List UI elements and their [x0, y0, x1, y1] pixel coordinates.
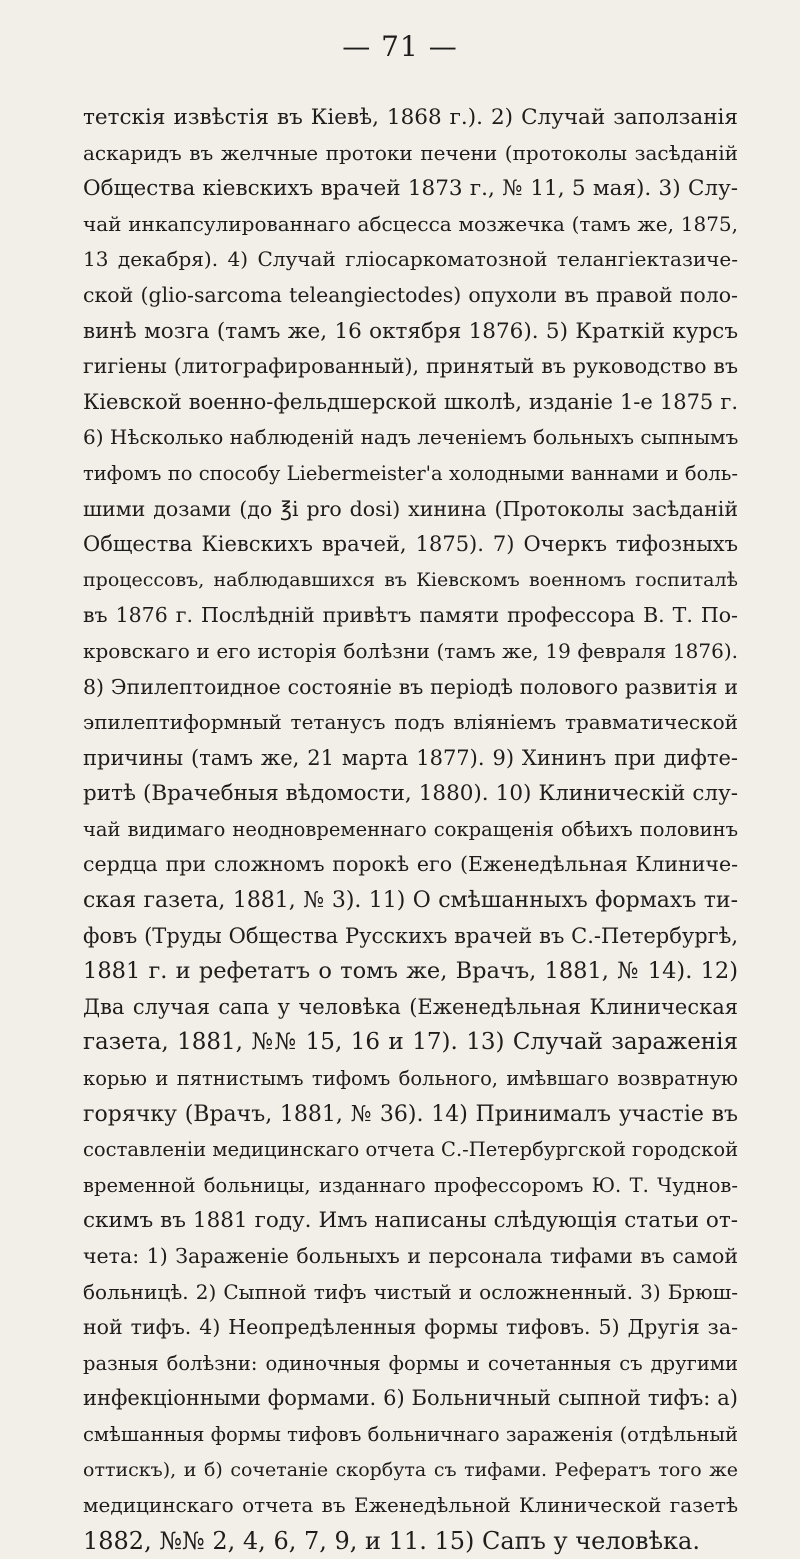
text-line: гигіены (литографированный), принятый въ руководство въ [83, 354, 738, 379]
text-line: разныя болѣзни: одиночныя формы и сочетанныя съ другими [83, 1351, 738, 1375]
text-line: смѣшанныя формы тифовъ больничнаго зараженія (отдѣльный [83, 1422, 738, 1446]
text-line: оттискъ), и б) сочетаніе скорбута съ тифами. Рефератъ того же [83, 1458, 738, 1481]
text-line: Два случая сапа у человѣка (Еженедѣльная Клиническая [83, 994, 738, 1019]
text-line: составленіи медицинскаго отчета С.-Петербургской городской [83, 1138, 738, 1162]
text-line: корью и пятнистымъ тифомъ больного, имѣвшаго возвратную [83, 1067, 738, 1091]
text-line: процессовъ, наблюдавшихся въ Кіевскомъ военномъ госпиталѣ [83, 568, 738, 591]
text-line: тетскія извѣстія въ Кіевѣ, 1868 г.). 2) Случай заползанія [83, 105, 738, 130]
text-line: 6) Нѣсколько наблюденій надъ леченіемъ больныхъ сыпнымъ [83, 425, 738, 450]
text-line: 1882, №№ 2, 4, 6, 7, 9, и 11. 15) Сапъ у человѣка. [83, 1526, 700, 1555]
text-line: газета, 1881, №№ 15, 16 и 17). 13) Случай зараженія [83, 1029, 738, 1056]
text-line: временной больницы, изданнаго профессоромъ Ю. Т. Чуднов- [83, 1173, 738, 1197]
text-line: 8) Эпилептоидное состояніе въ періодѣ полового развитія и [83, 674, 738, 699]
text-line: эпилептиформный тетанусъ подъ вліяніемъ травматической [83, 710, 738, 735]
text-line: инфекціонными формами. 6) Больничный сыпной тифъ: а) [83, 1386, 738, 1411]
text-line: кровскаго и его исторія болѣзни (тамъ же, 19 февраля 1876). [83, 638, 738, 663]
text-line: ритѣ (Врачебныя вѣдомости, 1880). 10) Клиническій слу- [83, 781, 738, 807]
text-line: медицинскаго отчета въ Еженедѣльной Клинической газетѣ [83, 1493, 738, 1518]
text-line: чета: 1) Зараженіе больныхъ и персонала тифами въ самой [83, 1244, 738, 1268]
text-line: аскаридъ въ желчные протоки печени (протоколы засѣданій [83, 140, 738, 165]
text-line: винѣ мозга (тамъ же, 16 октября 1876). 5) Краткій курсъ [83, 318, 738, 344]
text-line: чай инкапсулированнаго абсцесса мозжечка (тамъ же, 1875, [83, 211, 738, 236]
text-line: больницѣ. 2) Сыпной тифъ чистый и осложненный. 3) Брюш- [83, 1279, 738, 1304]
text-line: фовъ (Труды Общества Русскихъ врачей въ С.-Петербургѣ, [83, 923, 738, 948]
text-line: Общества Кіевскихъ врачей, 1875). 7) Очеркъ тифозныхъ [83, 532, 738, 557]
text-line: ной тифъ. 4) Неопредѣленныя формы тифовъ. 5) Другія за- [83, 1315, 738, 1340]
text-line: въ 1876 г. Послѣдній привѣтъ памяти профессора В. Т. По- [83, 603, 738, 628]
text-line: ская газета, 1881, № 3). 11) О смѣшанныхъ формахъ ти- [83, 888, 738, 914]
text-line: Кіевской военно-фельдшерской школѣ, изданіе 1-е 1875 г. [83, 389, 738, 414]
text-line: ской (glio-sarcoma teleangiectodes) опухоли въ правой поло- [83, 282, 738, 307]
text-line: 13 декабря). 4) Случай гліосаркоматозной телангіектазиче- [83, 247, 738, 272]
text-line: шими дозами (до ℥i pro dosi) хинина (Протоколы засѣданій [83, 496, 738, 521]
page-number: — 71 — [342, 30, 458, 63]
text-line: сердца при сложномъ порокѣ его (Еженедѣльная Клиниче- [83, 852, 738, 877]
text-line: 1881 г. и рефетатъ о томъ же, Врачъ, 1881, № 14). 12) [83, 958, 738, 985]
text-line: чай видимаго неодновременнаго сокращенія обѣихъ половинъ [83, 817, 738, 841]
body-text [83, 100, 738, 1559]
text-line: скимъ въ 1881 году. Имъ написаны слѣдующія статьи от- [83, 1208, 738, 1234]
text-line: горячку (Врачъ, 1881, № 36). 14) Принималъ участіе въ [83, 1101, 738, 1127]
text-line: Общества кіевскихъ врачей 1873 г., № 11, 5 мая). 3) Слу- [83, 176, 738, 202]
text-line: причины (тамъ же, 21 марта 1877). 9) Хининъ при дифте- [83, 745, 738, 770]
text-line: тифомъ по способу Liebermeister'а холодными ваннами и боль- [83, 461, 738, 485]
